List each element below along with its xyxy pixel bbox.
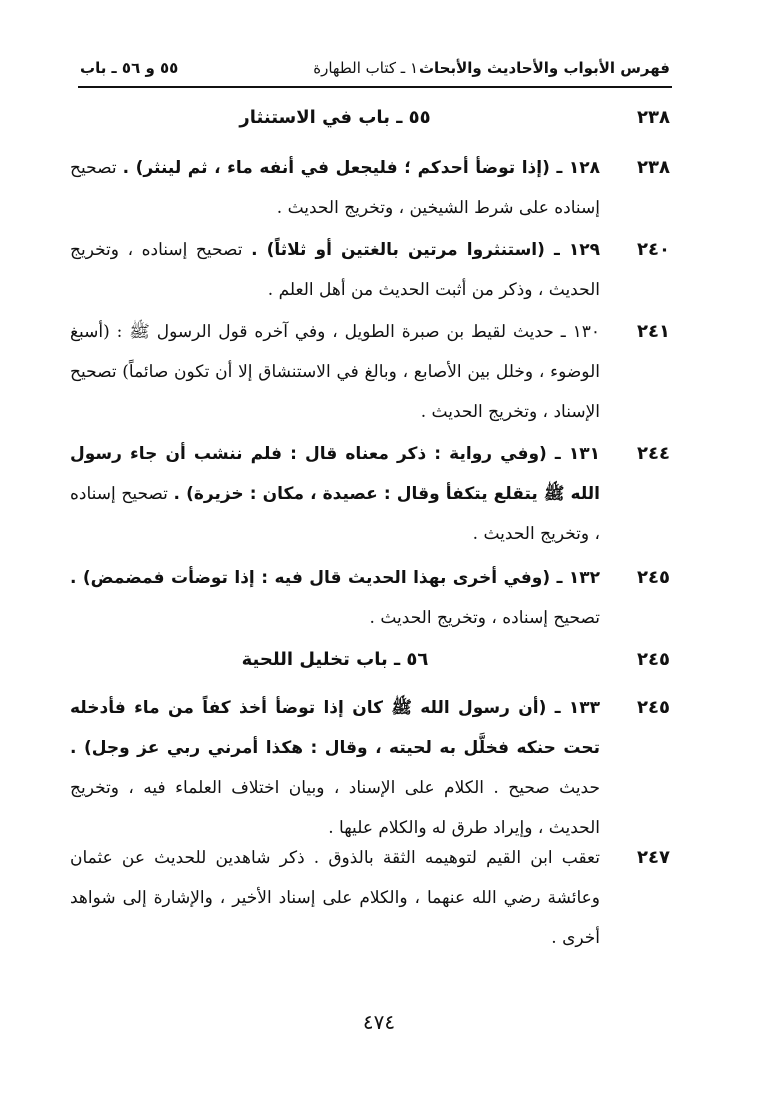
entry-quote: ١٢٨ ـ (إذا توضأ أحدكم ؛ فليجعل في أنفه ماء ، ثم لينثر) .	[122, 158, 600, 178]
index-entry	[70, 558, 670, 638]
page-number: ٢٤٧	[637, 847, 670, 868]
index-entry	[70, 434, 670, 554]
page-number: ٢٣٨	[637, 157, 670, 178]
entry-note: تصحيح إسناده ، وتخريج الحديث ، وذكر من أثبت الحديث من أهل العلم .	[70, 240, 600, 300]
index-heading	[70, 640, 670, 680]
entry-note: حديث صحيح . الكلام على الإسناد ، وبيان اختلاف العلماء فيه ، وتخريج الحديث ، وإيراد طرق له والكلام عليها .	[70, 778, 600, 838]
page-number: ٢٤٤	[637, 443, 670, 464]
header-rule	[78, 86, 672, 88]
page-number: ٢٣٨	[637, 107, 670, 128]
page-folio: ٤٧٤	[362, 1010, 396, 1034]
index-entry	[70, 838, 670, 958]
entry-quote: ١٢٩ ـ (استنثروا مرتين بالغتين أو ثلاثاً) .	[251, 240, 601, 260]
header-left-title: ٥٥ و ٥٦ ـ باب	[80, 59, 179, 77]
entry-text	[70, 312, 600, 432]
entry-quote: ١٣٣ ـ (أن رسول الله ﷺ كان إذا توضأ أخذ كفاً من ماء فأدخله تحت حنكه فخلَّل به لحيته ، وقال : هكذا أمرني ربي عز وجل) .	[70, 698, 600, 758]
index-entry	[70, 148, 670, 228]
heading-text: ٥٦ ـ باب تخليل اللحية	[241, 649, 429, 670]
entry-text	[70, 558, 600, 638]
entry-note: تصحيح إسناده ، وتخريج الحديث .	[70, 484, 600, 544]
entry-quote: ١٣٢ ـ (وفي أخرى بهذا الحديث قال فيه : إذا توضأت فمضمض) .	[70, 568, 600, 588]
heading-text: ٥٥ ـ باب في الاستنثار	[239, 107, 431, 128]
entry-text	[70, 434, 600, 554]
entry-text	[70, 230, 600, 310]
page-number: ٢٤١	[637, 321, 670, 342]
index-entry	[70, 230, 670, 310]
header-middle-title: ١ ـ كتاب الطهارة	[313, 59, 418, 77]
entry-note: ١٣٠ ـ حديث لقيط بن صبرة الطويل ، وفي آخره قول الرسول ﷺ : (أسبغ الوضوء ، وخلل بين الأصابع ، وبالغ في الاستنشاق إلا أن تكون صائماً) تصحيح الإسناد ، وتخريج الحديث .	[70, 322, 600, 422]
index-entry	[70, 688, 670, 848]
entry-quote: ١٣١ ـ (وفي رواية : ذكر معناه قال : فلم ننشب أن جاء رسول الله ﷺ يتقلع يتكفأ وقال : عصيدة ، مكان : خزيرة) .	[70, 444, 600, 504]
index-entry	[70, 312, 670, 432]
entry-note: تصحيح إسناده على شرط الشيخين ، وتخريج الحديث .	[70, 158, 600, 218]
entry-note: تعقب ابن القيم لتوهيمه الثقة بالذوق . ذكر شاهدين للحديث عن عثمان وعائشة رضي الله عنهما ، والكلام على إسناد الأخير ، والإشارة إلى شواهد أخرى .	[70, 848, 600, 948]
entry-text	[70, 838, 600, 958]
header-right-title: فهرس الأبواب والأحاديث والأبحاث	[418, 59, 670, 77]
page-number: ٢٤٥	[637, 567, 670, 588]
entry-note: تصحيح إسناده ، وتخريج الحديث .	[369, 608, 600, 628]
entry-text	[70, 148, 600, 228]
index-heading	[70, 98, 670, 138]
entry-text	[70, 688, 600, 848]
running-header	[80, 52, 670, 84]
page-number: ٢٤٥	[637, 697, 670, 718]
page-number: ٢٤٥	[637, 649, 670, 670]
page-number: ٢٤٠	[637, 239, 670, 260]
